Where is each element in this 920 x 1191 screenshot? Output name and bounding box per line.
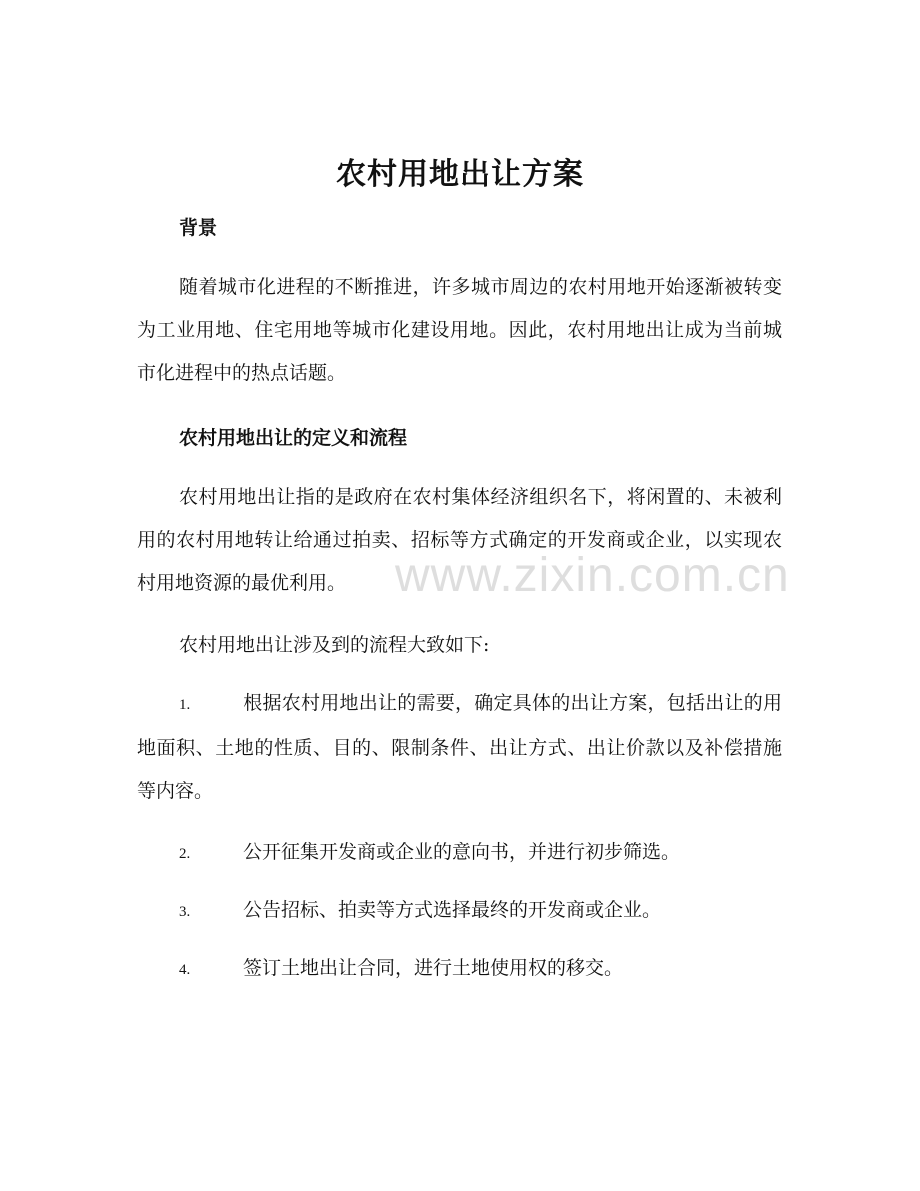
document-title: 农村用地出让方案 — [336, 157, 584, 192]
list-item — [137, 831, 782, 876]
list-text: 根据农村用地出让的需要，确定具体的出让方案，包括出让的用地面积、土地的性质、目的、限制条件、出让方式、出让价款以及补偿措施等内容。 — [137, 692, 782, 802]
list-number: 1. — [179, 697, 191, 713]
list-item — [137, 682, 782, 813]
list-item — [137, 947, 782, 992]
background-paragraph: 随着城市化进程的不断推进，许多城市周边的农村用地开始逐渐被转变为工业用地、住宅用地等城市化建设用地。因此，农村用地出让成为当前城市化进程中的热点话题。 — [137, 276, 782, 384]
list-number: 2. — [179, 846, 191, 862]
list-item — [137, 889, 782, 934]
process-intro-paragraph: 农村用地出让涉及到的流程大致如下: — [179, 634, 490, 656]
list-number: 4. — [179, 962, 191, 978]
section-heading-definition: 农村用地出让的定义和流程 — [179, 427, 408, 449]
list-text: 公告招标、拍卖等方式选择最终的开发商或企业。 — [243, 899, 662, 921]
list-text: 公开征集开发商或企业的意向书，并进行初步筛选。 — [243, 841, 681, 863]
section-heading-background: 背景 — [179, 217, 218, 239]
definition-paragraph: 农村用地出让指的是政府在农村集体经济组织名下，将闲置的、未被利用的农村用地转让给通过拍卖、招标等方式确定的开发商或企业，以实现农村用地资源的最优利用。 — [137, 486, 782, 594]
watermark: www.zixin.com.cn — [395, 549, 790, 602]
list-text: 签订土地出让合同，进行土地使用权的移交。 — [243, 957, 624, 979]
list-number: 3. — [179, 904, 191, 920]
